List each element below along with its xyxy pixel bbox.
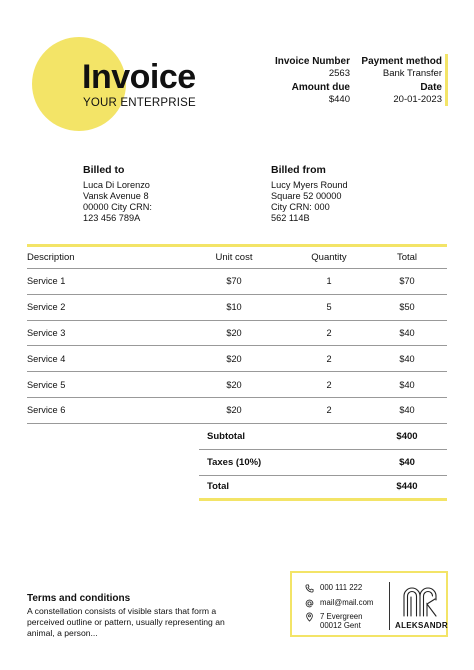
table-header [27, 247, 447, 269]
meta-accent-bar [445, 54, 448, 106]
terms-title: Terms and conditions [27, 593, 131, 604]
item-quantity: 2 [326, 379, 332, 390]
billed-from-line: Square 52 00000 [271, 191, 342, 201]
invoice-title: Invoice [82, 58, 196, 96]
contact-email [304, 598, 373, 608]
amount-due-value: $440 [328, 94, 350, 105]
invoice-number-label: Invoice Number [274, 56, 350, 67]
billed-to-line: 00000 City CRN: [83, 202, 152, 212]
item-description: Service 3 [27, 327, 66, 338]
invoice-number-value: 2563 [328, 68, 350, 79]
item-quantity: 5 [326, 302, 332, 313]
table-row [27, 295, 447, 321]
item-description: Service 2 [27, 302, 66, 313]
item-total: $70 [399, 276, 415, 287]
billed-to-title: Billed to [83, 164, 125, 176]
billed-to-line: Luca Di Lorenzo [83, 180, 150, 190]
billed-from [271, 164, 348, 224]
item-quantity: 2 [326, 405, 332, 416]
item-unit-cost: $20 [226, 353, 242, 364]
item-total: $40 [399, 327, 415, 338]
subtotal-value: $400 [396, 430, 418, 442]
billed-to-line: Vansk Avenue 8 [83, 191, 149, 201]
billed-from-line: Lucy Myers Round [271, 180, 348, 190]
terms-section [27, 592, 245, 639]
location-pin-icon [304, 612, 314, 622]
enterprise-subtitle: YOUR ENTERPRISE [83, 97, 196, 109]
email-text: mail@mail.com [320, 598, 374, 607]
contact-phone [304, 583, 362, 593]
item-unit-cost: $20 [226, 379, 242, 390]
table-row [27, 398, 447, 424]
line-items [27, 269, 447, 424]
item-total: $40 [399, 353, 415, 364]
brand-logo [398, 583, 442, 617]
item-description: Service 1 [27, 276, 66, 287]
subtotal-row [199, 424, 447, 450]
item-quantity: 2 [326, 353, 332, 364]
at-sign-icon [304, 598, 314, 608]
item-description: Service 5 [27, 379, 66, 390]
table-row [27, 269, 447, 295]
billed-to-line: 123 456 789A [83, 213, 141, 223]
address-line: 00012 Gent [320, 621, 361, 630]
total-value: $440 [396, 481, 418, 493]
item-quantity: 2 [326, 327, 332, 338]
item-unit-cost: $20 [226, 405, 242, 416]
invoice-date [393, 81, 442, 106]
billed-from-line: City CRN: 000 [271, 202, 330, 212]
payment-method [361, 55, 442, 80]
phone-icon [304, 583, 314, 593]
table-row [27, 372, 447, 398]
taxes-value: $40 [399, 456, 415, 468]
billed-to [83, 164, 152, 224]
brand-name: ALEKSANDR [395, 621, 448, 630]
item-quantity: 1 [326, 276, 332, 287]
item-description: Service 4 [27, 353, 66, 364]
payment-method-value: Bank Transfer [382, 68, 442, 79]
taxes-row [199, 450, 447, 476]
item-total: $40 [399, 405, 415, 416]
header-description: Description [27, 252, 75, 263]
item-unit-cost: $20 [226, 327, 242, 338]
amount-due [292, 81, 350, 106]
total-label: Total [207, 481, 229, 493]
card-divider [389, 582, 390, 630]
item-unit-cost: $70 [226, 276, 242, 287]
item-unit-cost: $10 [226, 302, 242, 313]
subtotal-label: Subtotal [207, 430, 245, 442]
table-row [27, 346, 447, 372]
table-row [27, 321, 447, 347]
address-line: 7 Evergreen [320, 612, 363, 621]
payment-method-label: Payment method [361, 56, 442, 67]
amount-due-label: Amount due [291, 82, 350, 93]
taxes-label: Taxes (10%) [207, 456, 262, 468]
billed-from-title: Billed from [271, 164, 326, 176]
item-description: Service 6 [27, 405, 66, 416]
item-total: $40 [399, 379, 415, 390]
contact-card [290, 571, 448, 637]
invoice-number [275, 55, 350, 80]
address-text [320, 612, 362, 630]
total-row [199, 476, 447, 502]
billed-from-line: 562 114B [271, 213, 310, 223]
item-total: $50 [399, 302, 415, 313]
date-value: 20-01-2023 [393, 94, 442, 105]
invoice-summary [199, 424, 447, 501]
header-quantity: Quantity [311, 252, 347, 263]
date-label: Date [420, 82, 442, 93]
phone-text: 000 111 222 [320, 583, 363, 592]
header-unit-cost: Unit cost [215, 252, 253, 263]
header-total: Total [396, 252, 418, 263]
contact-address [304, 612, 362, 630]
terms-text: A constellation consists of visible stars that form a perceived outline or pattern, usually representing an animal, a person... [27, 606, 225, 638]
